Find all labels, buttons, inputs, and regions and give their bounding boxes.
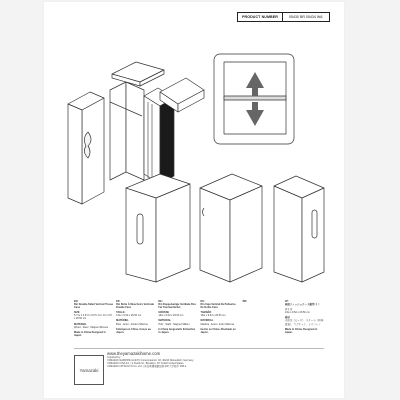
spec-column-en xyxy=(74,300,113,337)
lang-code: ES: xyxy=(200,300,205,303)
lang-code: JP: xyxy=(284,300,289,303)
detail-panel xyxy=(214,54,294,144)
product-title: Rin Boîte À Mouchoirs Verticale Double Face xyxy=(116,303,154,310)
importer-usa: YAMAZAKI USA Inc. | 2 Fields St., Brooklyn, NY 11222 United States xyxy=(107,362,184,366)
size-heading: TAILLE xyxy=(116,311,125,315)
spec-column-es xyxy=(201,300,240,337)
material-value: 天然木（ビーチ）、スチール（粉体塗装）、マグネット、シリコーン xyxy=(284,319,324,326)
lang-code: EN: xyxy=(74,300,79,303)
logo-text: Yamazaki xyxy=(79,367,99,373)
assembled-case-side-illustration xyxy=(274,176,324,282)
base-case-illustration xyxy=(126,174,190,282)
product-title: Rin Double-Sided Vertical Tissue Case xyxy=(74,303,113,310)
importer-eu: YAMAZAKI EUROPE GmbH | Immermannstr. 33, 40210 Düsseldorf, Germany xyxy=(107,359,194,363)
size-value: 13w x 9.5d x 26.5h cm xyxy=(284,311,310,315)
material-heading: 素材 xyxy=(284,316,290,320)
material-heading: MATERIAL xyxy=(74,322,87,326)
material-heading: MATERIAL xyxy=(158,319,172,323)
origin-text: Made in China Designed in Japan xyxy=(74,330,106,337)
origin-text: Hecho en China. Diseñado en Japón. xyxy=(200,327,236,334)
material-heading: MATÉRIEL xyxy=(116,319,129,323)
size-heading: SIZE xyxy=(74,311,80,315)
importer-jp: YAMAZAKI JITSUGYO Co.,Ltd. | 奈良県磯城郡田原本町大字阪手 468-2 xyxy=(107,365,187,369)
size-value: 13w x 9.5d x 26.5h cm xyxy=(116,314,142,318)
product-title: Rin Caja Vertical De Pañuelos De Doble Cara xyxy=(200,303,236,310)
product-title: Rin Doppelseitige Vertikale Box Für Taschentücher xyxy=(158,303,196,310)
origin-text: Made in China. Designed in Japan. xyxy=(284,327,318,334)
frame-illustration xyxy=(110,82,144,180)
material-heading: MATERIAL xyxy=(200,319,214,323)
yamazaki-logo xyxy=(74,355,104,385)
footer-divider xyxy=(74,348,324,349)
website-link[interactable]: www.theyamazakihome.com xyxy=(107,351,161,356)
lid-illustration xyxy=(112,62,164,86)
spec-column-fr xyxy=(116,300,155,337)
product-illustrations xyxy=(44,2,344,302)
size-heading: GRÖSSE xyxy=(158,311,170,315)
spec-column-de xyxy=(158,300,197,337)
product-number-label: PRODUCT NUMBER xyxy=(238,13,283,21)
tissue-box-illustration xyxy=(68,92,104,204)
material-value: Bois , Acier , Aimant Silicone xyxy=(116,322,148,326)
lang-code: FR: xyxy=(116,300,121,303)
imported-by-label: Imported by: xyxy=(107,356,121,360)
size-value: 5.7"w x 4.5"d x 9.2"h Cm: 10 x 6.5 x 26.5h cm xyxy=(74,314,112,321)
lang-code: BR: xyxy=(242,300,248,303)
instruction-sheet xyxy=(44,2,344,398)
size-value: 13w x 9.5d x 26.5h cm xyxy=(200,314,226,318)
material-value: Madera , Acero ,Imán Silicona xyxy=(200,322,234,326)
size-value: 13w x 9.5d x 26.5h cm xyxy=(158,314,184,318)
size-heading: TAMAÑO xyxy=(200,311,212,315)
spec-column-br xyxy=(243,300,282,337)
spec-column-jp xyxy=(285,300,324,337)
assembled-case-front-illustration xyxy=(200,174,262,282)
footer-contact xyxy=(107,352,193,368)
product-title: 両面ティッシュケース縦型 リン xyxy=(284,303,321,307)
product-number-value: 05430 BR 05434 WA xyxy=(288,15,323,19)
origin-text: Fabriqué en Chine. Conçu au Japon. xyxy=(116,327,151,334)
origin-text: In China hergestellt. Entworfen in Japan. xyxy=(158,327,196,334)
material-value: Wood , Steel , Magnet Silicone xyxy=(74,325,109,329)
spec-columns xyxy=(74,300,324,337)
size-heading: サイズ xyxy=(284,308,293,312)
lang-code: DE: xyxy=(158,300,163,303)
material-value: Holz , Stahl , Magnet Silikon xyxy=(158,322,190,326)
